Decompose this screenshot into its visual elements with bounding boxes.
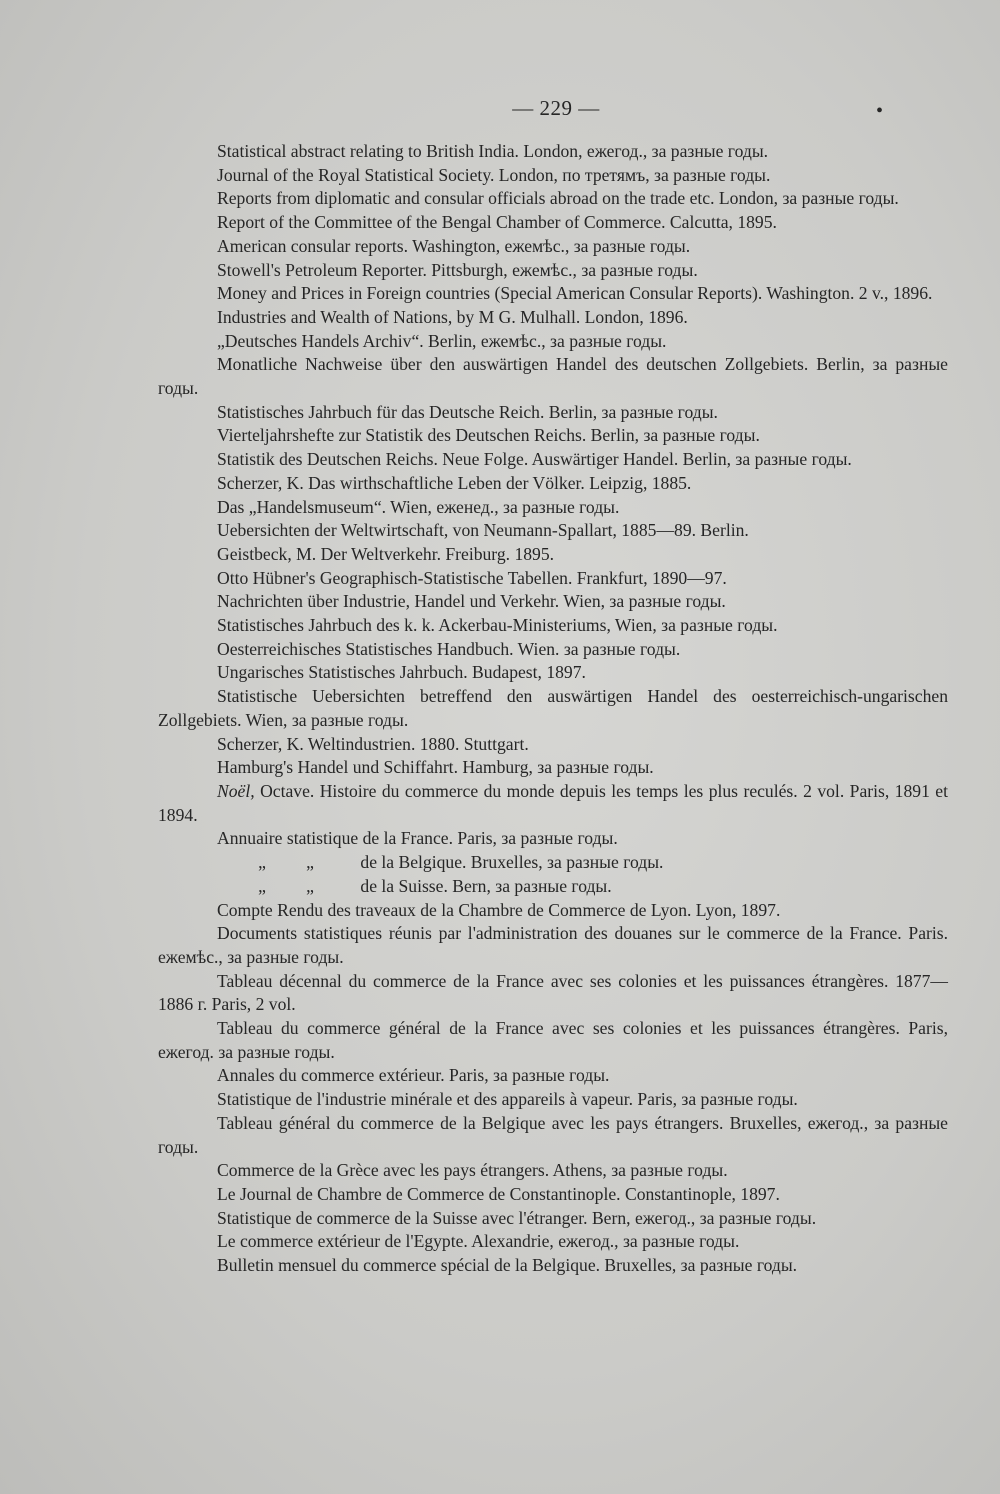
bibliography-entry: Vierteljahrshefte zur Statistik des Deutschen Reichs. Berlin, за разные годы. [217, 425, 760, 446]
bibliography-entry: Statistical abstract relating to British India. London, ежегод., за разные годы. [217, 141, 769, 161]
bibliography-entry: Tableau décennal du commerce de la France avec ses colonies et les puissances étrangères. 1877—1886 г. Paris, 2 vol. [158, 970, 948, 1015]
ditto-entry [158, 851, 948, 875]
bibliography-entry-noel [158, 780, 948, 827]
bibliography-entry: Das „Handelsmuseum“. Wien, еженед., за разные годы. [217, 496, 620, 517]
ditto-text: de la Suisse. Bern, за разные годы. [360, 875, 612, 896]
bibliography-entry: Money and Prices in Foreign countries (Special American Consular Reports). Washington. 2 v., 1896. [217, 283, 933, 304]
ditto-entry [158, 875, 948, 899]
bibliography-entry: Oesterreichisches Statistisches Handbuch. Wien. за разные годы. [217, 638, 681, 659]
bibliography-entry: Scherzer, K. Weltindustrien. 1880. Stuttgart. [217, 733, 529, 754]
entry-text: Octave. Histoire du commerce du monde depuis les temps les plus reculés. 2 vol. Paris, 1891 et 1894. [158, 780, 948, 825]
ditto-text: de la Belgique. Bruxelles, за разные годы. [360, 852, 664, 873]
bibliography-entry: Otto Hübner's Geographisch-Statistische Tabellen. Frankfurt, 1890—97. [217, 567, 727, 588]
bibliography-entry: Tableau général du commerce de la Belgique avec les pays étrangers. Bruxelles, ежегод., за разные годы. [158, 1112, 948, 1157]
bibliography-entry: „Deutsches Handels Archiv“. Berlin, ежемѣс., за разные годы. [217, 330, 667, 351]
bibliography-entry: Le commerce extérieur de l'Egypte. Alexandrie, ежегод., за разные годы. [217, 1231, 740, 1252]
bibliography-entry: Reports from diplomatic and consular officials abroad on the trade etc. London, за разные годы. [217, 188, 899, 209]
entry-author: Noël, [217, 780, 255, 801]
bibliography-entry: Nachrichten über Industrie, Handel und Verkehr. Wien, за разные годы. [217, 591, 726, 612]
ditto-mark: „ [258, 852, 266, 873]
page-number: — 229 — [512, 96, 600, 120]
bibliography-entry: Report of the Committee of the Bengal Chamber of Commerce. Calcutta, 1895. [217, 212, 777, 233]
ditto-mark: „ [306, 875, 314, 896]
bibliography-entry: Statistisches Jahrbuch für das Deutsche Reich. Berlin, за разные годы. [217, 401, 718, 422]
bibliography-entry: Annales du commerce extérieur. Paris, за разные годы. [217, 1065, 610, 1086]
bibliography-entry: Le Journal de Chambre de Commerce de Constantinople. Constantinople, 1897. [217, 1183, 780, 1204]
bibliography-entry: Statistique de l'industrie minérale et des appareils à vapeur. Paris, за разные годы. [217, 1089, 798, 1110]
ditto-mark: „ [306, 852, 314, 873]
bibliography-entry: Journal of the Royal Statistical Society. London, по третямъ, за разные годы. [217, 164, 771, 185]
bibliography-entry: Bulletin mensuel du commerce spécial de la Belgique. Bruxelles, за разные годы. [217, 1255, 798, 1276]
bibliography-entry: Uebersichten der Weltwirtschaft, von Neumann-Spallart, 1885—89. Berlin. [217, 520, 749, 541]
bibliography-entry: Compte Rendu des traveaux de la Chambre de Commerce de Lyon. Lyon, 1897. [217, 899, 781, 920]
bibliography-entry: Hamburg's Handel und Schiffahrt. Hamburg, за разные годы. [217, 757, 654, 778]
bibliography-entry: Commerce de la Grèce avec les pays étrangers. Athens, за разные годы. [217, 1160, 728, 1181]
bibliography-entry: Statistisches Jahrbuch des k. k. Ackerbau-Ministeriums, Wien, за разные годы. [217, 615, 778, 636]
bibliography-entry: Statistische Uebersichten betreffend den auswärtigen Handel des oesterreichisch-ungarischen Zollgebiets. Wien, за разные годы. [158, 686, 948, 730]
bibliography-entry: Stowell's Petroleum Reporter. Pittsburgh, ежемѣс., за разные годы. [217, 259, 698, 280]
bibliography-entry: Annuaire statistique de la France. Paris, за разные годы. [217, 828, 618, 849]
ditto-mark: „ [258, 875, 266, 896]
bibliography-entry: Geistbeck, M. Der Weltverkehr. Freiburg. 1895. [217, 543, 555, 564]
bibliography-entry: Industries and Wealth of Nations, by M G. Mulhall. London, 1896. [217, 306, 688, 327]
bibliography-entry: Statistik des Deutschen Reichs. Neue Folge. Auswärtiger Handel. Berlin, за разные годы. [217, 449, 852, 470]
bibliography-entry: Scherzer, K. Das wirthschaftliche Leben der Völker. Leipzig, 1885. [217, 472, 692, 493]
bibliography-entry: Documents statistiques réunis par l'administration des douanes sur le commerce de la France. Paris. ежемѣс., за разные годы. [158, 923, 948, 967]
bibliography-entry: Tableau du commerce général de la France avec ses colonies et les puissances étrangères. Paris, ежегод. за разные годы. [158, 1018, 948, 1062]
bibliography-list [158, 140, 948, 1278]
bibliography-entry: Statistique de commerce de la Suisse avec l'étranger. Bern, ежегод., за разные годы. [217, 1207, 817, 1228]
ink-dot: • [876, 100, 884, 122]
bibliography-entry: Monatliche Nachweise über den auswärtigen Handel des deutschen Zollgebiets. Berlin, за разные годы. [158, 354, 948, 399]
bibliography-entry: American consular reports. Washington, ежемѣс., за разные годы. [217, 235, 691, 256]
bibliography-entry: Ungarisches Statistisches Jahrbuch. Budapest, 1897. [217, 662, 586, 683]
